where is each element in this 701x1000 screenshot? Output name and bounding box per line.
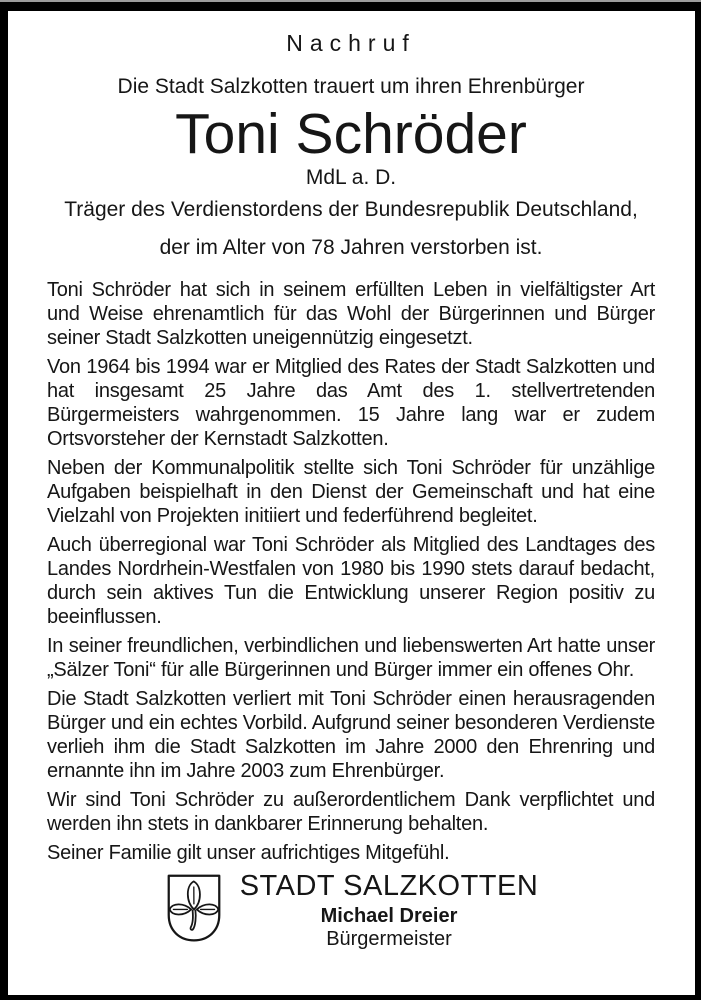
signature-text — [240, 870, 539, 951]
body-paragraph: Neben der Kommunalpolitik stellte sich Toni Schröder für unzählige Aufgaben beispielhaft in den Dienst der Gemeinschaft und hat eine Vielzahl von Projekten initiiert und federführend begleitet. — [47, 457, 655, 527]
city-name: STADT SALZKOTTEN — [239, 870, 539, 902]
body-paragraph: Toni Schröder hat sich in seinem erfüllten Leben in vielfältigster Art und Weise ehrenamtlich für das Wohl der Bürgerinnen und Bürger seiner Stadt Salzkotten uneigennützig eingesetzt. — [47, 279, 655, 349]
notice-content — [8, 11, 695, 951]
body-paragraph: Die Stadt Salzkotten verliert mit Toni Schröder einen herausragenden Bürger und ein echtes Vorbild. Aufgrund seiner besonderen Verdienste verlieh ihm die Stadt Salzkotten im Jahre 2000 den Ehrenring und ernannte ihn im Jahre 2003 zum Ehrenbürger. — [47, 688, 655, 782]
honorific-mdl: MdL a. D. — [305, 166, 397, 189]
honorific-order-line: Träger des Verdienstordens der Bundesrepublik Deutschland, — [64, 198, 638, 221]
mayor-name: Michael Dreier — [320, 905, 458, 927]
obituary-notice-frame — [0, 2, 701, 1000]
mayor-title: Bürgermeister — [326, 928, 452, 950]
intro-line: Die Stadt Salzkotten trauert um ihren Ehrenbürger — [117, 75, 585, 98]
signature-block — [47, 870, 655, 951]
body-paragraph: Von 1964 bis 1994 war er Mitglied des Rates der Stadt Salzkotten und hat insgesamt 25 Jahre das Amt des 1. stellvertretenden Bürgermeisters wahrgenommen. 15 Jahre lang war er zudem Ortsvorsteher der Kernstadt Salzkotten. — [47, 356, 655, 450]
body-paragraph: Seiner Familie gilt unser aufrichtiges Mitgefühl. — [47, 842, 450, 864]
salzkotten-coat-of-arms-icon — [164, 872, 224, 950]
body-paragraph: Auch überregional war Toni Schröder als Mitglied des Landtages des Landes Nordrhein-Westfalen von 1980 bis 1990 stets darauf bedacht, durch sein aktives Tun die Entwicklung unserer Region positiv zu beeinflussen. — [47, 534, 655, 628]
notice-header — [47, 30, 655, 260]
deceased-name: Toni Schröder — [175, 102, 527, 166]
age-line: der im Alter von 78 Jahren verstorben ist. — [159, 236, 543, 259]
notice-body — [47, 278, 655, 865]
body-paragraph: In seiner freundlichen, verbindlichen und liebenswerten Art hatte unser „Sälzer Toni“ für alle Bürgerinnen und Bürger immer ein offenes Ohr. — [47, 635, 655, 681]
body-paragraph: Wir sind Toni Schröder zu außerordentlichem Dank verpflichtet und werden ihn stets in dankbarer Erinnerung behalten. — [47, 789, 655, 835]
kicker-nachruf: Nachruf — [286, 30, 416, 56]
